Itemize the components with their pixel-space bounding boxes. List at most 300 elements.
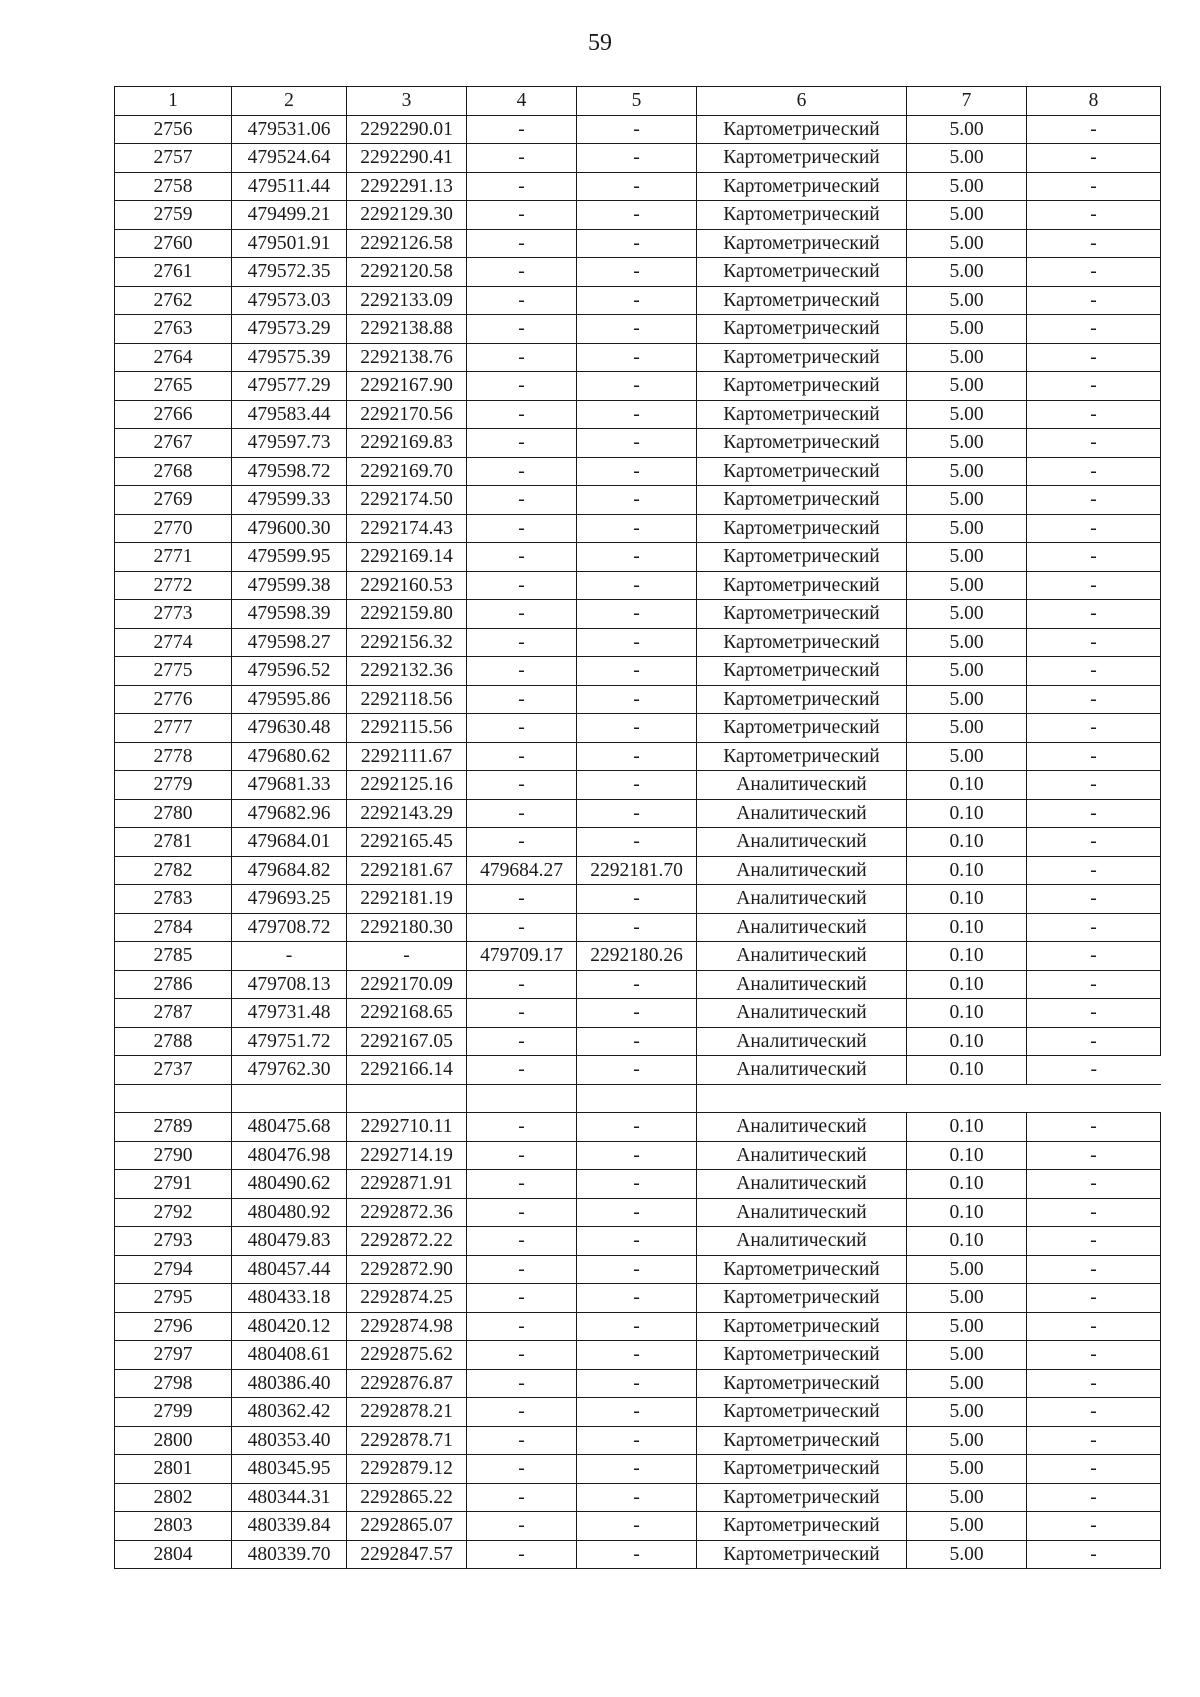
table-cell-col-1: 2801: [115, 1455, 232, 1484]
table-cell-col-1: 2776: [115, 685, 232, 714]
table-cell-col-2: 480457.44: [232, 1255, 347, 1284]
table-cell-col-5: -: [577, 1369, 697, 1398]
table-cell-col-7: 0.10: [907, 1113, 1027, 1142]
table-cell-col-3: 2292872.36: [347, 1198, 467, 1227]
table-cell-col-1: 2803: [115, 1512, 232, 1541]
table-cell-col-4: -: [467, 1455, 577, 1484]
table-cell-col-2: 479599.95: [232, 543, 347, 572]
table-cell-col-3: 2292174.43: [347, 514, 467, 543]
table-cell-col-8: -: [1027, 201, 1161, 230]
table-cell-col-6: Аналитический: [697, 1170, 907, 1199]
table-row: [115, 1227, 1161, 1256]
table-cell-col-7: 5.00: [907, 514, 1027, 543]
table-cell-col-6: Картометрический: [697, 628, 907, 657]
table-cell-col-2: 479693.25: [232, 885, 347, 914]
table-cell-col-1: 2761: [115, 258, 232, 287]
table-cell-col-1: 2793: [115, 1227, 232, 1256]
table-cell-col-8: -: [1027, 1483, 1161, 1512]
table-cell-col-7: 5.00: [907, 400, 1027, 429]
table-row: [115, 1455, 1161, 1484]
table-cell-col-2: 480339.84: [232, 1512, 347, 1541]
table-cell-col-8: -: [1027, 657, 1161, 686]
table-cell-col-3: 2292290.01: [347, 115, 467, 144]
table-cell-col-8: -: [1027, 229, 1161, 258]
table-cell-col-6: Картометрический: [697, 1540, 907, 1569]
table-cell-col-4: 479684.27: [467, 856, 577, 885]
table-cell-col-3: 2292875.62: [347, 1341, 467, 1370]
table-cell-col-6: Картометрический: [697, 400, 907, 429]
table-cell-col-5: -: [577, 999, 697, 1028]
table-cell-col-4: -: [467, 429, 577, 458]
table-cell-col-6: Картометрический: [697, 486, 907, 515]
table-row: [115, 913, 1161, 942]
table-row: [115, 1170, 1161, 1199]
table-cell-col-3: 2292118.56: [347, 685, 467, 714]
table-cell-col-3: 2292872.22: [347, 1227, 467, 1256]
table-cell-col-6: Картометрический: [697, 685, 907, 714]
table-cell-col-7: 0.10: [907, 1056, 1027, 1085]
table-cell-col-6: Картометрический: [697, 657, 907, 686]
table-cell-col-6: Картометрический: [697, 600, 907, 629]
table-cell-col-1: 2798: [115, 1369, 232, 1398]
table-cell-col-7: 0.10: [907, 771, 1027, 800]
table-cell-col-8: -: [1027, 372, 1161, 401]
table-cell-col-1: 2779: [115, 771, 232, 800]
table-cell-col-7: 5.00: [907, 1369, 1027, 1398]
table-cell-col-5: -: [577, 742, 697, 771]
table-cell-col-5: -: [577, 1227, 697, 1256]
table-cell-col-4: -: [467, 1398, 577, 1427]
table-cell-col-4: -: [467, 685, 577, 714]
table-row: [115, 343, 1161, 372]
table-row: [115, 1255, 1161, 1284]
table-cell-col-3: 2292878.71: [347, 1426, 467, 1455]
table-cell-col-1: 2760: [115, 229, 232, 258]
table-cell-col-4: -: [467, 628, 577, 657]
table-row: [115, 1312, 1161, 1341]
table-cell-col-1: 2759: [115, 201, 232, 230]
table-cell-col-1: 2792: [115, 1198, 232, 1227]
table-cell-col-7: 5.00: [907, 657, 1027, 686]
table-cell-col-3: 2292132.36: [347, 657, 467, 686]
table-cell-col-8: -: [1027, 1512, 1161, 1541]
table-cell-col-4: -: [467, 457, 577, 486]
table-cell-col-8: -: [1027, 286, 1161, 315]
table-cell-col-2: 480479.83: [232, 1227, 347, 1256]
table-cell-col-7: 5.00: [907, 372, 1027, 401]
table-cell-col-3: 2292847.57: [347, 1540, 467, 1569]
table-cell-col-3: 2292166.14: [347, 1056, 467, 1085]
table-cell-col-2: 480362.42: [232, 1398, 347, 1427]
table-cell-col-8: -: [1027, 1141, 1161, 1170]
table-cell-col-3: 2292169.14: [347, 543, 467, 572]
table-cell-col-4: 479709.17: [467, 942, 577, 971]
table-cell-col-7: 5.00: [907, 628, 1027, 657]
table-row: [115, 657, 1161, 686]
table-cell-col-6: Картометрический: [697, 1512, 907, 1541]
table-cell-col-8: -: [1027, 1540, 1161, 1569]
table-cell-col-3: 2292180.30: [347, 913, 467, 942]
table-row: [115, 1483, 1161, 1512]
table-cell-col-5: -: [577, 628, 697, 657]
table-cell-col-5: -: [577, 486, 697, 515]
table-cell-col-2: 479731.48: [232, 999, 347, 1028]
table-cell-col-8: -: [1027, 1341, 1161, 1370]
table-cell-col-6: Картометрический: [697, 1284, 907, 1313]
table-cell-col-5: -: [577, 1170, 697, 1199]
table-cell-col-6: Картометрический: [697, 201, 907, 230]
table-cell-col-7: 5.00: [907, 1284, 1027, 1313]
table-row: [115, 372, 1161, 401]
table-cell-col-7: 0.10: [907, 885, 1027, 914]
table-cell-col-8: -: [1027, 543, 1161, 572]
table-cell-col-5: -: [577, 1426, 697, 1455]
table-row: [115, 514, 1161, 543]
table-cell-col-8: -: [1027, 828, 1161, 857]
table-cell-col-8: -: [1027, 999, 1161, 1028]
table-cell-col-4: -: [467, 1170, 577, 1199]
header-cell-6: 6: [697, 87, 907, 116]
table-row: [115, 315, 1161, 344]
table-cell-col-1: 2763: [115, 315, 232, 344]
header-cell-4: 4: [467, 87, 577, 116]
table-cell-col-5: -: [577, 1113, 697, 1142]
table-cell-col-4: -: [467, 714, 577, 743]
table-row: [115, 1056, 1161, 1085]
table-cell-col-3: 2292159.80: [347, 600, 467, 629]
table-cell-col-3: 2292133.09: [347, 286, 467, 315]
table-cell-col-7: 5.00: [907, 714, 1027, 743]
table-cell-col-3: 2292125.16: [347, 771, 467, 800]
table-cell-col-4: -: [467, 1312, 577, 1341]
table-cell-col-4: -: [467, 229, 577, 258]
table-cell-col-3: 2292876.87: [347, 1369, 467, 1398]
table-cell-col-8: -: [1027, 457, 1161, 486]
table-cell-col-4: -: [467, 1540, 577, 1569]
table-cell-col-8: -: [1027, 913, 1161, 942]
table-cell-col-8: -: [1027, 400, 1161, 429]
table-cell-col-5: 2292180.26: [577, 942, 697, 971]
table-row: [115, 828, 1161, 857]
table-cell-col-5: -: [577, 201, 697, 230]
table-cell-col-4: -: [467, 400, 577, 429]
table-cell-col-6: Картометрический: [697, 514, 907, 543]
table-cell-col-7: 0.10: [907, 1227, 1027, 1256]
separator-cell-col-3: [347, 1084, 467, 1113]
table-cell-col-8: -: [1027, 1170, 1161, 1199]
table-cell-col-1: 2758: [115, 172, 232, 201]
table-cell-col-4: -: [467, 372, 577, 401]
table-cell-col-2: 480344.31: [232, 1483, 347, 1512]
table-cell-col-6: Аналитический: [697, 885, 907, 914]
table-cell-col-2: 479598.27: [232, 628, 347, 657]
table-cell-col-6: Картометрический: [697, 1255, 907, 1284]
table-row: [115, 144, 1161, 173]
table-row: [115, 742, 1161, 771]
table-cell-col-1: 2797: [115, 1341, 232, 1370]
table-cell-col-5: -: [577, 1540, 697, 1569]
table-cell-col-6: Картометрический: [697, 286, 907, 315]
table-cell-col-6: Картометрический: [697, 714, 907, 743]
table-cell-col-7: 5.00: [907, 1398, 1027, 1427]
header-cell-2: 2: [232, 87, 347, 116]
table-cell-col-3: 2292181.67: [347, 856, 467, 885]
table-cell-col-7: 5.00: [907, 343, 1027, 372]
table-cell-col-8: -: [1027, 942, 1161, 971]
table-cell-col-8: -: [1027, 1227, 1161, 1256]
table-cell-col-6: Аналитический: [697, 1198, 907, 1227]
table-cell-col-3: 2292865.07: [347, 1512, 467, 1541]
table-cell-col-4: -: [467, 1056, 577, 1085]
table-cell-col-7: 5.00: [907, 1255, 1027, 1284]
table-cell-col-1: 2785: [115, 942, 232, 971]
table-cell-col-6: Картометрический: [697, 1369, 907, 1398]
table-cell-col-3: -: [347, 942, 467, 971]
table-cell-col-5: -: [577, 1198, 697, 1227]
table-cell-col-8: -: [1027, 714, 1161, 743]
table-cell-col-5: -: [577, 1455, 697, 1484]
header-row: [115, 87, 1161, 116]
separator-cell-col-5: [577, 1084, 697, 1113]
table-cell-col-2: 480433.18: [232, 1284, 347, 1313]
table-row: [115, 799, 1161, 828]
table-cell-col-5: 2292181.70: [577, 856, 697, 885]
table-cell-col-6: Аналитический: [697, 1113, 907, 1142]
table-cell-col-1: 2796: [115, 1312, 232, 1341]
table-cell-col-1: 2802: [115, 1483, 232, 1512]
table-cell-col-4: -: [467, 970, 577, 999]
table-row: [115, 172, 1161, 201]
table-cell-col-8: -: [1027, 429, 1161, 458]
table-cell-col-3: 2292878.21: [347, 1398, 467, 1427]
table-cell-col-2: 479708.13: [232, 970, 347, 999]
table-cell-col-1: 2778: [115, 742, 232, 771]
table-cell-col-2: -: [232, 942, 347, 971]
table-cell-col-8: -: [1027, 514, 1161, 543]
table-cell-col-1: 2737: [115, 1056, 232, 1085]
table-cell-col-4: -: [467, 543, 577, 572]
table-cell-col-6: Картометрический: [697, 172, 907, 201]
table-row: [115, 258, 1161, 287]
table-cell-col-7: 5.00: [907, 286, 1027, 315]
table-cell-col-6: Аналитический: [697, 1056, 907, 1085]
separator-cell-col-2: [232, 1084, 347, 1113]
table-cell-col-8: -: [1027, 1255, 1161, 1284]
table-cell-col-7: 5.00: [907, 1341, 1027, 1370]
table-cell-col-2: 479762.30: [232, 1056, 347, 1085]
table-cell-col-7: 5.00: [907, 457, 1027, 486]
table-cell-col-4: -: [467, 1027, 577, 1056]
table-cell-col-3: 2292160.53: [347, 571, 467, 600]
table-cell-col-2: 479573.29: [232, 315, 347, 344]
table-cell-col-3: 2292714.19: [347, 1141, 467, 1170]
table-row: [115, 1369, 1161, 1398]
table-cell-col-8: -: [1027, 343, 1161, 372]
table-cell-col-3: 2292879.12: [347, 1455, 467, 1484]
table-cell-col-3: 2292120.58: [347, 258, 467, 287]
table-cell-col-2: 480490.62: [232, 1170, 347, 1199]
table-cell-col-8: -: [1027, 571, 1161, 600]
header-cell-8: 8: [1027, 87, 1161, 116]
table-cell-col-1: 2772: [115, 571, 232, 600]
table-cell-col-1: 2788: [115, 1027, 232, 1056]
table-cell-col-4: -: [467, 286, 577, 315]
table-cell-col-8: -: [1027, 1312, 1161, 1341]
table-cell-col-7: 5.00: [907, 1426, 1027, 1455]
table-cell-col-1: 2770: [115, 514, 232, 543]
table-row: [115, 286, 1161, 315]
table-cell-col-5: -: [577, 1056, 697, 1085]
table-cell-col-1: 2768: [115, 457, 232, 486]
table-cell-col-8: -: [1027, 1369, 1161, 1398]
table-cell-col-3: 2292710.11: [347, 1113, 467, 1142]
table-cell-col-8: -: [1027, 799, 1161, 828]
table-cell-col-5: -: [577, 885, 697, 914]
table-cell-col-4: -: [467, 1198, 577, 1227]
table-cell-col-5: -: [577, 315, 697, 344]
table-cell-col-7: 5.00: [907, 1455, 1027, 1484]
table-cell-col-2: 479684.82: [232, 856, 347, 885]
table-cell-col-4: -: [467, 144, 577, 173]
table-cell-col-7: 5.00: [907, 258, 1027, 287]
coordinates-table-body: [115, 87, 1161, 1569]
table-cell-col-3: 2292167.90: [347, 372, 467, 401]
table-cell-col-7: 5.00: [907, 571, 1027, 600]
table-cell-col-3: 2292143.29: [347, 799, 467, 828]
table-cell-col-3: 2292126.58: [347, 229, 467, 258]
table-cell-col-5: -: [577, 1312, 697, 1341]
table-cell-col-2: 479684.01: [232, 828, 347, 857]
table-row: [115, 685, 1161, 714]
table-cell-col-7: 0.10: [907, 856, 1027, 885]
table-cell-col-4: -: [467, 828, 577, 857]
table-cell-col-7: 0.10: [907, 799, 1027, 828]
table-cell-col-6: Аналитический: [697, 828, 907, 857]
table-cell-col-4: -: [467, 1426, 577, 1455]
table-cell-col-4: -: [467, 913, 577, 942]
table-cell-col-5: -: [577, 258, 697, 287]
table-cell-col-4: -: [467, 315, 577, 344]
table-cell-col-5: -: [577, 1483, 697, 1512]
table-cell-col-1: 2783: [115, 885, 232, 914]
table-cell-col-4: -: [467, 1341, 577, 1370]
table-cell-col-7: 5.00: [907, 486, 1027, 515]
table-cell-col-1: 2771: [115, 543, 232, 572]
table-cell-col-5: -: [577, 970, 697, 999]
table-row: [115, 201, 1161, 230]
table-cell-col-4: -: [467, 1512, 577, 1541]
table-cell-col-7: 5.00: [907, 172, 1027, 201]
header-cell-5: 5: [577, 87, 697, 116]
table-row: [115, 1198, 1161, 1227]
table-row: [115, 856, 1161, 885]
table-cell-col-4: -: [467, 201, 577, 230]
table-cell-col-4: -: [467, 514, 577, 543]
header-cell-1: 1: [115, 87, 232, 116]
table-cell-col-6: Картометрический: [697, 343, 907, 372]
table-cell-col-5: -: [577, 543, 697, 572]
table-cell-col-2: 480480.92: [232, 1198, 347, 1227]
table-cell-col-2: 480353.40: [232, 1426, 347, 1455]
table-cell-col-6: Аналитический: [697, 942, 907, 971]
table-cell-col-8: -: [1027, 970, 1161, 999]
table-cell-col-2: 479575.39: [232, 343, 347, 372]
table-cell-col-4: -: [467, 1284, 577, 1313]
table-cell-col-5: -: [577, 172, 697, 201]
table-cell-col-8: -: [1027, 685, 1161, 714]
table-cell-col-8: -: [1027, 1284, 1161, 1313]
table-cell-col-7: 5.00: [907, 1512, 1027, 1541]
table-cell-col-2: 479511.44: [232, 172, 347, 201]
table-cell-col-2: 479524.64: [232, 144, 347, 173]
separator-cell-col-4: [467, 1084, 577, 1113]
table-cell-col-2: 479595.86: [232, 685, 347, 714]
table-cell-col-7: 0.10: [907, 1027, 1027, 1056]
table-row: [115, 1113, 1161, 1142]
table-row: [115, 600, 1161, 629]
table-cell-col-7: 5.00: [907, 742, 1027, 771]
table-cell-col-6: Аналитический: [697, 1227, 907, 1256]
table-cell-col-2: 479577.29: [232, 372, 347, 401]
table-cell-col-4: -: [467, 343, 577, 372]
table-cell-col-5: -: [577, 514, 697, 543]
table-cell-col-2: 479499.21: [232, 201, 347, 230]
table-cell-col-5: -: [577, 343, 697, 372]
table-cell-col-2: 480475.68: [232, 1113, 347, 1142]
table-row: [115, 229, 1161, 258]
table-cell-col-8: -: [1027, 742, 1161, 771]
table-cell-col-5: -: [577, 144, 697, 173]
table-cell-col-5: -: [577, 799, 697, 828]
table-cell-col-6: Картометрический: [697, 1483, 907, 1512]
table-cell-col-6: Аналитический: [697, 913, 907, 942]
table-cell-col-4: -: [467, 571, 577, 600]
table-cell-col-2: 479708.72: [232, 913, 347, 942]
table-cell-col-5: -: [577, 457, 697, 486]
table-cell-col-1: 2789: [115, 1113, 232, 1142]
table-cell-col-7: 0.10: [907, 1198, 1027, 1227]
table-cell-col-6: Картометрический: [697, 315, 907, 344]
table-cell-col-7: 5.00: [907, 543, 1027, 572]
table-cell-col-5: -: [577, 657, 697, 686]
table-cell-col-1: 2781: [115, 828, 232, 857]
table-cell-col-6: Картометрический: [697, 543, 907, 572]
table-cell-col-3: 2292169.70: [347, 457, 467, 486]
table-cell-col-6: Картометрический: [697, 372, 907, 401]
table-cell-col-1: 2756: [115, 115, 232, 144]
table-cell-col-5: -: [577, 1284, 697, 1313]
table-cell-col-3: 2292871.91: [347, 1170, 467, 1199]
table-cell-col-1: 2799: [115, 1398, 232, 1427]
table-cell-col-2: 479597.73: [232, 429, 347, 458]
separator-cell-col-1: [115, 1084, 232, 1113]
table-cell-col-7: 0.10: [907, 1141, 1027, 1170]
table-cell-col-2: 479573.03: [232, 286, 347, 315]
table-row: [115, 885, 1161, 914]
header-cell-7: 7: [907, 87, 1027, 116]
table-cell-col-3: 2292115.56: [347, 714, 467, 743]
table-row: [115, 1426, 1161, 1455]
table-cell-col-7: 0.10: [907, 970, 1027, 999]
table-cell-col-8: -: [1027, 1198, 1161, 1227]
table-cell-col-3: 2292156.32: [347, 628, 467, 657]
table-cell-col-7: 0.10: [907, 828, 1027, 857]
table-cell-col-5: -: [577, 429, 697, 458]
table-cell-col-6: Картометрический: [697, 115, 907, 144]
table-cell-col-5: -: [577, 1141, 697, 1170]
table-cell-col-4: -: [467, 999, 577, 1028]
table-cell-col-3: 2292170.09: [347, 970, 467, 999]
